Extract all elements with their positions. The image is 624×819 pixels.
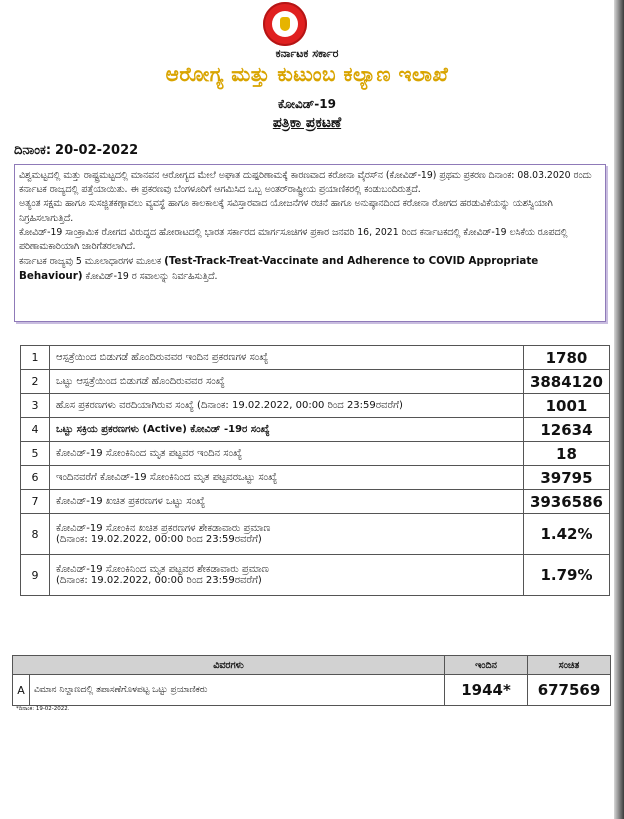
table-row: [21, 466, 610, 490]
intro-box: [14, 164, 606, 322]
row-label: ಒಟ್ಟು ಆಸ್ಪತ್ರೆಯಿಂದ ಬಿಡುಗಡೆ ಹೊಂದಿರುವವರ ಸಂಖ್ಯೆ: [50, 370, 524, 394]
row-label: ಕೋವಿಡ್-19 ಖಚಿತ ಪ್ರಕರಣಗಳ ಒಟ್ಟು ಸಂಖ್ಯೆ: [50, 490, 524, 514]
table-row: [21, 418, 610, 442]
row-number: 1: [21, 346, 50, 370]
airport-screening-table: [12, 655, 611, 706]
row-label: ಕೋವಿಡ್-19 ಸೋಂಕಿನ ಖಚಿತ ಪ್ರಕರಣಗಳ ಶೇಕಡಾವಾರು ಪ್ರಮಾಣ: [56, 523, 271, 534]
row-label-cell: [50, 555, 524, 596]
row-label: ವಿಮಾನ ನಿಲ್ದಾಣದಲ್ಲಿ ತಪಾಸಣೆಗೊಳಪಟ್ಟ ಒಟ್ಟು ಪ್ರಯಾಣಿಕರು: [30, 675, 445, 706]
intro-p4-pre: ಕರ್ನಾಟಕ ರಾಜ್ಯವು 5 ಮೂಲಾಧಾರಗಳ ಮೂಲಕ: [19, 256, 162, 268]
table-row: [21, 490, 610, 514]
press-release-title: ಪತ್ರಿಕಾ ಪ್ರಕಟಣೆ: [272, 115, 342, 131]
table-row: [21, 370, 610, 394]
table-row: [21, 346, 610, 370]
date-label: ದಿನಾಂಕ:: [14, 143, 52, 158]
row-number: 5: [21, 442, 50, 466]
row-label: ಒಟ್ಟು ಸಕ್ರಿಯ ಪ್ರಕರಣಗಳು (Active) ಕೋವಿಡ್ -19ರ ಸಂಖ್ಯೆ: [50, 418, 524, 442]
row-label: ಹೊಸ ಪ್ರಕರಣಗಳು ವರದಿಯಾಗಿರುವ ಸಂಖ್ಯೆ (ದಿನಾಂಕ: 19.02.2022, 00:00 ರಿಂದ 23:59ರವರೆಗೆ): [50, 394, 524, 418]
subject-title: ಕೋವಿಡ್-19: [278, 97, 336, 111]
row-label: ಕೋವಿಡ್-19 ಸೋಂಕಿನಿಂದ ಮೃತ ಪಟ್ಟವರ ಇಂದಿನ ಸಂಖ್ಯೆ: [50, 442, 524, 466]
cumulative-value: 677569: [528, 675, 611, 706]
row-label-date: (ದಿನಾಂಕ: 19.02.2022, 00:00 ರಿಂದ 23:59ರವರೆಗೆ): [56, 534, 262, 545]
row-number: 3: [21, 394, 50, 418]
row-number: 6: [21, 466, 50, 490]
row-value: 1780: [523, 346, 609, 370]
intro-paragraph: [19, 254, 601, 284]
date-value: 20-02-2022: [55, 143, 139, 158]
intro-paragraph: ಕೋವಿಡ್-19 ಸಾಂಕ್ರಾಮಿಕ ರೋಗದ ವಿರುದ್ಧದ ಹೋರಾಟದಲ್ಲಿ ಭಾರತ ಸರ್ಕಾರದ ಮಾರ್ಗಸೂಚಿಗಳ ಪ್ರಕಾರ ಜನವರಿ 16, 2021 ರಿಂದ ಕರ್ನಾಟಕದಲ್ಲಿ ಕೋವಿಡ್-19 ಲಸಿಕೆಯ ರೂಪದಲ್ಲಿ ಪರಿಣಾಮಕಾರಿಯಾಗಿ ಜಾರಿಗೆತರಲಾಗಿದೆ.: [19, 226, 568, 253]
row-value: 3884120: [523, 370, 609, 394]
intro-p4-bold: (Test-Track-Treat-Vaccinate and Adherence to COVID Appropriate Behaviour): [19, 255, 539, 283]
row-code: A: [13, 675, 30, 706]
column-header-today: ಇಂದಿನ: [445, 656, 528, 675]
row-label-date: (ದಿನಾಂಕ: 19.02.2022, 00:00 ರಿಂದ 23:59ರವರೆಗೆ): [56, 575, 262, 586]
covid-stats-table: [20, 345, 610, 596]
karnataka-emblem-icon: [263, 2, 307, 46]
row-label-cell: [50, 514, 524, 555]
row-label: ಆಸ್ಪತ್ರೆಯಿಂದ ಬಿಡುಗಡೆ ಹೊಂದಿರುವವರ ಇಂದಿನ ಪ್ರಕರಣಗಳ ಸಂಖ್ಯೆ: [50, 346, 524, 370]
row-label: ಕೋವಿಡ್-19 ಸೋಂಕಿನಿಂದ ಮೃತ ಪಟ್ಟವರ ಶೇಕಡಾವಾರು ಪ್ರಮಾಣ: [56, 564, 269, 575]
table-row: [21, 514, 610, 555]
row-number: 9: [21, 555, 50, 596]
intro-p4-post: ಕೋವಿಡ್-19 ರ ಸವಾಲನ್ನು ನಿರ್ವಹಿಸುತ್ತಿದೆ.: [85, 271, 218, 283]
column-header-cumulative: ಸಂಚಿತ: [528, 656, 611, 675]
release-date: [14, 143, 138, 158]
department-title: ಆರೋಗ್ಯ ಮತ್ತು ಕುಟುಂಬ ಕಲ್ಯಾಣ ಇಲಾಖೆ: [165, 62, 449, 86]
row-value: 39795: [523, 466, 609, 490]
row-value: 1.42%: [523, 514, 609, 555]
table-row: [21, 442, 610, 466]
row-label: ಇಂದಿನವರೆಗೆ ಕೋವಿಡ್-19 ಸೋಂಕಿನಿಂದ ಮೃತ ಪಟ್ಟವರಒಟ್ಟು ಸಂಖ್ಯೆ: [50, 466, 524, 490]
table-row: [13, 675, 611, 706]
row-number: 2: [21, 370, 50, 394]
govt-name: ಕರ್ನಾಟಕ ಸರ್ಕಾರ: [275, 47, 339, 60]
today-value: 1944*: [445, 675, 528, 706]
footnote: *ದಿನಾಂಕ: 19-02-2022.: [16, 706, 70, 712]
row-value: 12634: [523, 418, 609, 442]
row-number: 7: [21, 490, 50, 514]
intro-paragraph: ವಿಶ್ವಮಟ್ಟದಲ್ಲಿ ಮತ್ತು ರಾಷ್ಟ್ರಮಟ್ಟದಲ್ಲಿ ಮಾನವನ ಆರೋಗ್ಯದ ಮೇಲೆ ಅಘಾತ ದುಷ್ಪರಿಣಾಮಕ್ಕೆ ಕಾರಣವಾದ ಕರೋನಾ ವೈರಸ್‌ನ (ಕೋವಿಡ್-19) ಪ್ರಥಮ ಪ್ರಕರಣ ದಿನಾಂಕ: 08.03.2020 ರಂದು ಕರ್ನಾಟಕ ರಾಜ್ಯದಲ್ಲಿ ಪತ್ತೆಯಾಯಿತು. ಈ ಪ್ರಕರಣವು ಬೆಂಗಳೂರಿಗೆ ಆಗಮಿಸಿದ ಒಬ್ಬ ಅಂತರ್‌ರಾಷ್ಟ್ರೀಯ ಪ್ರಯಾಣಿಕರಲ್ಲಿ ಕಂಡುಬಂದಿರುತ್ತದೆ.: [19, 170, 592, 196]
page-edge-shadow: [614, 0, 624, 819]
row-value: 3936586: [523, 490, 609, 514]
row-value: 1.79%: [523, 555, 609, 596]
row-value: 18: [523, 442, 609, 466]
row-number: 4: [21, 418, 50, 442]
table-header-row: [13, 656, 611, 675]
row-number: 8: [21, 514, 50, 555]
row-value: 1001: [523, 394, 609, 418]
intro-paragraph: ಅತ್ಯಂತ ಸಕ್ಷಮ ಹಾಗೂ ಸುಸಜ್ಜಿತಕಣ್ಗಾವಲು ವ್ಯವಸ್ಥೆ ಹಾಗೂ ಕಾಲಕಾಲಕ್ಕೆ ಸವಿಸ್ತಾರವಾದ ಯೋಜನೆಗಳ ರಚನೆ ಹಾಗೂ ಅನುಷ್ಠಾನದಿಂದ ಕರೋನಾ ರೋಗದ ಹರಡುವಿಕೆಯನ್ನು ಯಶಸ್ವಿಯಾಗಿ ನಿಗ್ರಹಿಸಲಾಗುತ್ತಿದೆ.: [19, 198, 553, 224]
column-header-details: ವಿವರಗಳು: [13, 656, 445, 675]
table-row: [21, 555, 610, 596]
table-row: [21, 394, 610, 418]
